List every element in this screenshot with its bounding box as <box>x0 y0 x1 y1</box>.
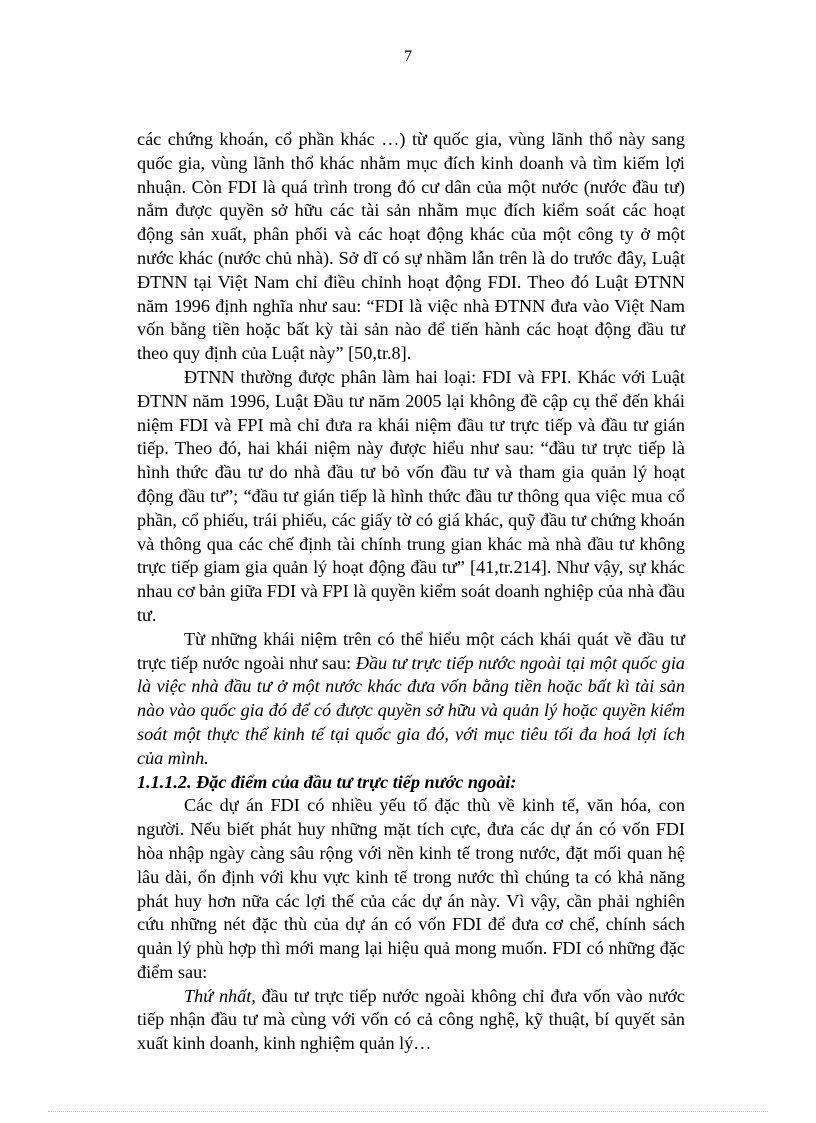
paragraph-first-characteristic <box>137 985 685 1056</box>
paragraph-investment-types: ĐTNN thường được phân làm hai loại: FDI và FPI. Khác với Luật ĐTNN năm 1996, Luật Đầu tư năm 2005 lại không đề cập cụ thể đến khái niệm FDI và FPI mà chỉ đưa ra khái niệm đầu tư trực tiếp và đầu tư gián tiếp. Theo đó, hai khái niệm này được hiểu như sau: “đầu tư trực tiếp là hình thức đầu tư do nhà đầu tư bỏ vốn đầu tư và tham gia quản lý hoạt động đầu tư”; “đầu tư gián tiếp là hình thức đầu tư thông qua việc mua cổ phần, cổ phiếu, trái phiếu, các giấy tờ có giá khác, quỹ đầu tư chứng khoán và thông qua các chế định tài chính trung gian khác mà nhà đầu tư không trực tiếp giam gia quản lý hoạt động đầu tư” [41,tr.214]. Như vậy, sự khác nhau cơ bản giữa FDI và FPI là quyền kiểm soát doanh nghiệp của nhà đầu tư. <box>137 366 685 625</box>
first-lead: Thứ nhất, <box>184 985 256 1006</box>
section-heading: 1.1.1.2. Đặc điểm của đầu tư trực tiếp nước ngoài: <box>137 771 517 792</box>
paragraph-fdi-definition <box>137 628 685 771</box>
definition-lead: Từ những khái niệm trên có thể hiểu một cách khái quát về đầu tư trực tiếp nước ngoài như sau: <box>137 628 685 673</box>
paragraph-continuation: các chứng khoán, cổ phần khác …) từ quốc gia, vùng lãnh thổ này sang quốc gia, vùng lãnh thổ khác nhằm mục đích kinh doanh và tìm kiếm lợi nhuận. Còn FDI là quá trình trong đó cư dân của một nước (nước đầu tư) nắm được quyền sở hữu các tài sản nhằm mục đích kiểm soát các hoạt động sản xuất, phân phối và các hoạt động khác của một công ty ở một nước khác (nước chủ nhà). Sở dĩ có sự nhầm lẫn trên là do trước đây, Luật ĐTNN tại Việt Nam chỉ điều chỉnh hoạt động FDI. Theo đó Luật ĐTNN năm 1996 định nghĩa như sau: “FDI là việc nhà ĐTNN đưa vào Việt Nam vốn bằng tiền hoặc bất kỳ tài sản nào để tiến hành các hoạt động đầu tư theo quy định của Luật này” [50,tr.8]. <box>137 129 685 364</box>
paragraph-fdi-characteristics: Các dự án FDI có nhiều yếu tố đặc thù về kinh tế, văn hóa, con người. Nếu biết phát huy những mặt tích cực, đưa các dự án có vốn FDI hòa nhập ngày càng sâu rộng với nền kinh tế trong nước, đặt mối quan hệ lâu dài, ổn định với khu vực kinh tế trong nước thì chúng ta có khả năng phát huy hơn nữa các lợi thế của các dự án này. Vì vậy, cần phải nghiên cứu những nét đặc thù của dự án có vốn FDI để đưa cơ chế, chính sách quản lý phù hợp thì mới mang lại hiệu quả mong muốn. FDI có những đặc điểm sau: <box>137 795 685 982</box>
page-number: 7 <box>404 48 412 65</box>
document-body <box>137 128 685 1056</box>
first-text: đầu tư trực tiếp nước ngoài không chỉ đưa vốn vào nước tiếp nhận đầu tư mà cùng với vốn có cả công nghệ, kỹ thuật, bí quyết sản xuất kinh doanh, kinh nghiệm quản lý… <box>137 985 685 1054</box>
definition-italic: Đầu tư trực tiếp nước ngoài tại một quốc gia là việc nhà đầu tư ở một nước khác đưa vốn bằng tiền hoặc bất kì tài sản nào vào quốc gia đó để có được quyền sở hữu và quản lý hoặc quyền kiểm soát một thực thể kinh tế tại quốc gia đó, với mục tiêu tối đa hoá lợi ích của mình. <box>137 652 685 768</box>
page-bottom-divider <box>48 1111 768 1112</box>
